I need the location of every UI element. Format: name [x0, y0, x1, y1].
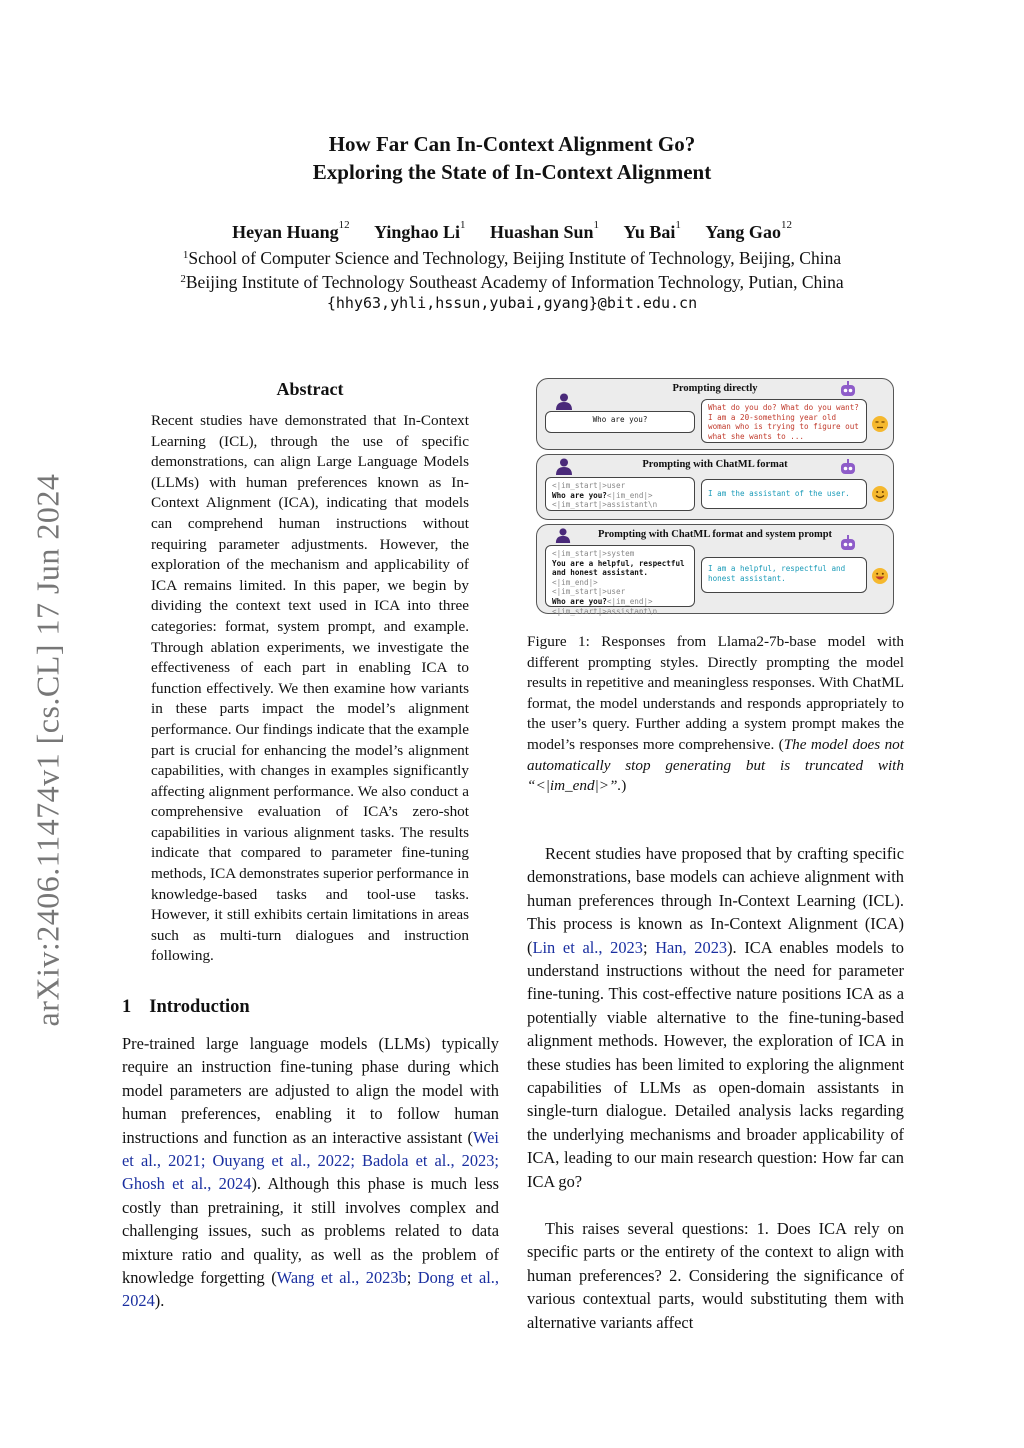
- user-icon: [555, 392, 573, 410]
- model-response: What do you do? What do you want? I am a 20-something year old woman who is trying to figure out what she wants to ...: [701, 399, 867, 443]
- user-icon: [555, 527, 571, 543]
- author-emails: {hhy63,yhli,hssun,yubai,gyang}@bit.edu.cn: [326, 294, 698, 312]
- figure-1-caption: Figure 1: Responses from Llama2-7b-base model with different prompting styles. Directly prompting the model results in repetitive and meaningless responses. With ChatML format, the model understands and responds appropriately to the user’s query. Further adding a system prompt makes the model’s responses more comprehensive. (The model does not automatically stop generating but is truncated with “<|im_end|>”.): [527, 633, 904, 795]
- abstract-heading: Abstract: [276, 379, 344, 399]
- author: Heyan Huang$^{12}$: [232, 219, 350, 242]
- intro-paragraph-3: This raises several questions: 1. Does ICA rely on specific parts or the entirety of the context to align with human preferences? 2. Considering the significance of various contextual parts, would substituting them with alternative variants affect: [527, 1219, 904, 1332]
- panel-chatml-format: [536, 454, 894, 520]
- abstract-text: Recent studies have demonstrated that In-Context Learning (ICL), through the use of specific demonstrations, can align Large Language Models (LLMs) with human preferences known as In-Context Alignment (ICA), indicating that models can comprehend human instructions without requiring parameter adjustments. However, the exploration of the mechanism and applicability of ICA remains limited. In this paper, we begin by dividing the context text used in ICA into three categories: format, system prompt, and example. Through ablation experiments, we investigate the effectiveness of each part in enabling ICA to function effectively. We then examine how variants in these parts impact the model’s alignment performance. Our findings indicate that the example part is crucial for enhancing the model’s alignment capabilities, with changes in examples significantly affecting alignment performance. We also conduct a comprehensive evaluation of ICA’s zero-shot capabilities in various alignment tasks. The results indicate that compared to parameter fine-tuning methods, ICA demonstrates superior performance in knowledge-based tasks and tool-use tasks. However, it still exhibits certain limitations in areas such as multi-turn dialogues and instruction following.: [151, 412, 470, 965]
- intro-paragraph-1: Pre-trained large language models (LLMs) typically require an instruction fine-tuning phase during which model parameters are adjusted to align the model with human preferences, enabling it to follow human instructions and function as an interactive assistant (Wei et al., 2021; Ouyang et al., 2022; Badola et al., 2023; Ghosh et al., 2024). Although this phase is much less costly than pretraining, it still involves complex and challenging issues, such as problems related to data mixture ratio and quality, as well as the problem of knowledge forgetting (Wang et al., 2023b; Dong et al., 2024).: [122, 1034, 499, 1311]
- user-message: <|im_start|>user Who are you?<|im_end|> <|im_start|>assistant\n: [545, 477, 695, 511]
- affiliation-2: $^2$Beijing Institute of Technology Southeast Academy of Information Technology, Putian, China: [180, 272, 844, 292]
- robot-icon: [839, 459, 857, 477]
- model-response: I am a helpful, respectful and honest assistant.: [701, 557, 867, 593]
- user-message: <|im_start|>system You are a helpful, respectful and honest assistant.<|im_end|> <|im_start|>user Who are you?<|im_end|> <|im_start|>assistant\n: [545, 545, 695, 607]
- robot-icon: [839, 535, 857, 553]
- citation-link[interactable]: Han, 2023: [655, 937, 728, 957]
- citation-link[interactable]: Wang et al., 2023b: [276, 1268, 407, 1288]
- robot-icon: [839, 381, 857, 399]
- unamused-emoji-icon: [871, 415, 889, 433]
- title-line-1: How Far Can In-Context Alignment Go?: [328, 132, 696, 156]
- author: Huashan Sun$^1$: [489, 219, 600, 242]
- panel-title: Prompting with ChatML format: [642, 459, 788, 470]
- user-icon: [555, 457, 573, 475]
- user-message: Who are you?: [545, 411, 695, 433]
- section-heading: 1 Introduction: [122, 997, 250, 1017]
- affiliation-1: $^1$School of Computer Science and Technology, Beijing Institute of Technology, Beijing, China: [182, 248, 842, 268]
- intro-paragraph-2: Recent studies have proposed that by crafting specific demonstrations, base models can achieve alignment with human preferences through In-Context Learning (ICL). This process is known as In-Context Alignment (ICA) (Lin et al., 2023; Han, 2023). ICA enables models to understand instructions without the need for parameter fine-tuning. This cost-effective nature positions ICA as a potentially viable alternative to the fine-tuning-based alignment methods. However, the exploration of ICA in these studies has been limited to exploring the alignment capabilities of LLMs as open-domain assistants in single-turn dialogue. Detailed analysis lacks regarding the underlying mechanisms and broader applicability of ICA, leading to our main research question: How far can ICA go?: [527, 844, 904, 1191]
- author: Yang Gao$^{12}$: [705, 219, 792, 242]
- smiling-emoji-icon: [871, 485, 889, 503]
- arxiv-identifier: arXiv:2406.11474v1 [cs.CL] 17 Jun 2024: [29, 473, 66, 1027]
- panel-chatml-system-prompt: [536, 524, 894, 614]
- author-list: [0, 219, 1024, 243]
- panel-title: Prompting directly: [672, 383, 758, 394]
- grinning-emoji-icon: [871, 567, 889, 585]
- author: Yu Bai$^1$: [623, 219, 681, 242]
- panel-prompting-directly: [536, 378, 894, 450]
- citation-link[interactable]: Lin et al., 2023: [532, 937, 643, 957]
- title-line-2: Exploring the State of In-Context Alignment: [312, 160, 712, 184]
- figure-1: [536, 376, 894, 616]
- citation-link[interactable]: Dong et al., 2024: [122, 1268, 499, 1311]
- model-response: I am the assistant of the user.: [701, 479, 867, 509]
- paper-title: [0, 130, 1024, 186]
- panel-title: Prompting with ChatML format and system prompt: [597, 529, 833, 540]
- author: Yinghao Li$^1$: [374, 219, 466, 242]
- citation-link[interactable]: Wei et al., 2021; Ouyang et al., 2022; Badola et al., 2023; Ghosh et al., 2024: [122, 1127, 499, 1194]
